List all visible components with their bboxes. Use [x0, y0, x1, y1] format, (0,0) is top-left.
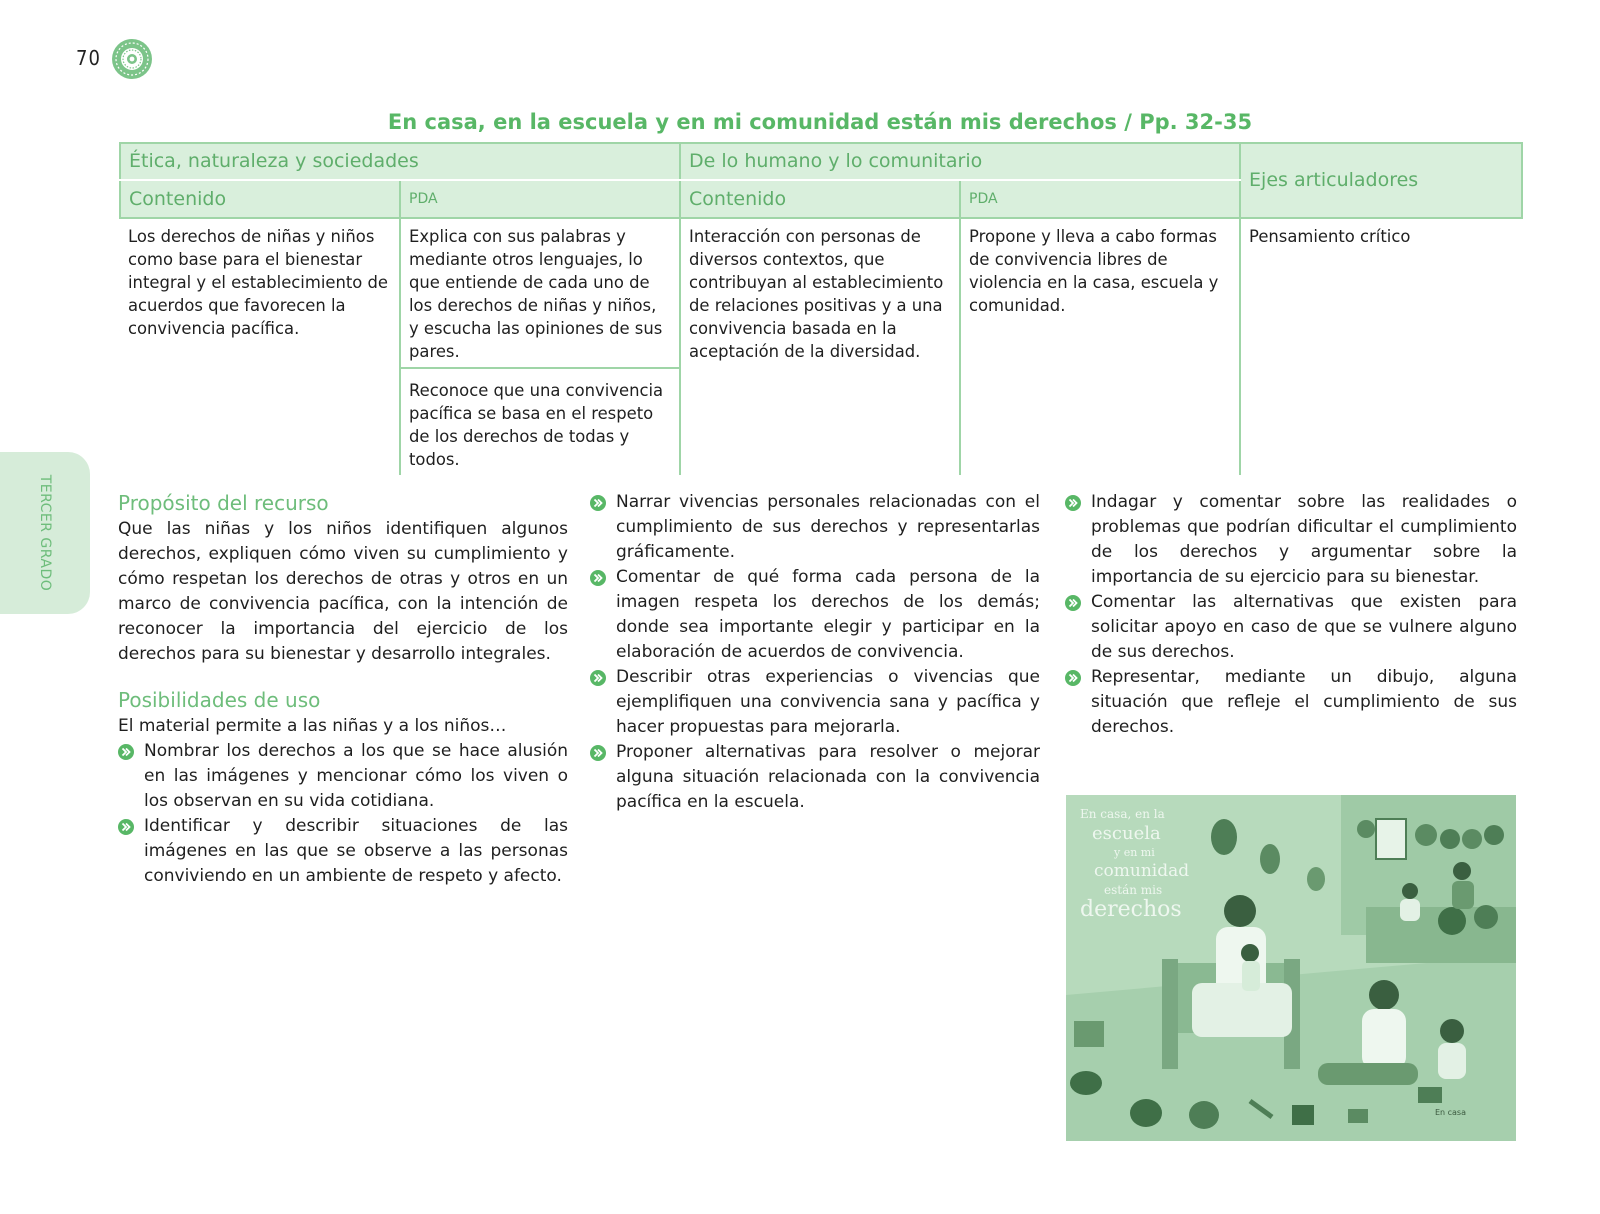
- ejes-header: Ejes articuladores: [1240, 143, 1522, 218]
- pda-header-1: PDA: [400, 180, 680, 218]
- pda-header-2: PDA: [960, 180, 1240, 218]
- illustration-title-line: escuela: [1092, 823, 1161, 844]
- contenido-header-1: Contenido: [120, 180, 400, 218]
- list-item-text: Narrar vivencias personales relacionadas con el cumplimiento de sus derechos y representarlas gráficamente.: [616, 492, 1040, 562]
- page-number: 70: [76, 46, 101, 70]
- illustration-title: [1080, 805, 1230, 922]
- list-item: [1065, 665, 1517, 740]
- chevron-bullet-icon: [118, 744, 134, 760]
- column-2: [590, 490, 1040, 815]
- list-item-text: Representar, mediante un dibujo, alguna situación que refleje el cumplimiento de sus derechos.: [1091, 667, 1517, 737]
- illustration-title-line: comunidad: [1094, 861, 1190, 881]
- rosette-icon: [111, 38, 153, 80]
- grade-side-tab-label: TERCER GRADO: [37, 474, 53, 592]
- pda-cell-1a: Explica con sus palabras y mediante otros lenguajes, lo que entiende de cada uno de los derechos de niñas y niños, y escucha las opiniones de sus pares.: [400, 218, 680, 368]
- chevron-bullet-icon: [1065, 495, 1081, 511]
- list-item: [1065, 490, 1517, 590]
- posibilidades-list-2: [590, 490, 1040, 815]
- contenido-header-2: Contenido: [680, 180, 960, 218]
- posibilidades-lead: El material permite a las niñas y a los niños…: [118, 716, 507, 736]
- illustration-title-line: En casa, en la: [1080, 807, 1165, 821]
- area-header-etica: Ética, naturaleza y sociedades: [120, 143, 680, 180]
- list-item-text: Describir otras experiencias o vivencias que ejemplifiquen una convivencia sana y pacífica y hacer propuestas para mejorarla.: [616, 667, 1040, 737]
- list-item-text: Comentar las alternativas que existen para solicitar apoyo en caso de que se vulnere alguno de sus derechos.: [1091, 592, 1517, 662]
- contenido-cell-2: Interacción con personas de diversos contextos, que contribuyan al establecimiento de relaciones positivas y a una convivencia basada en la aceptación de la diversidad.: [680, 218, 960, 475]
- list-item: [118, 814, 568, 889]
- curriculum-table: [119, 142, 1523, 475]
- illustration-caption: En casa: [1434, 1108, 1466, 1117]
- chevron-bullet-icon: [1065, 595, 1081, 611]
- list-item: [590, 490, 1040, 565]
- chevron-bullet-icon: [590, 670, 606, 686]
- posibilidades-heading: Posibilidades de uso: [118, 688, 321, 712]
- contenido-cell-1: Los derechos de niñas y niños como base para el bienestar integral y el establecimiento de acuerdos que favorecen la convivencia pacífica.: [120, 218, 400, 475]
- posibilidades-list-3: [1065, 490, 1517, 740]
- chevron-bullet-icon: [590, 570, 606, 586]
- proposito-text: Que las niñas y los niños identifiquen algunos derechos, expliquen cómo viven su cumplimiento y cómo respetan los derechos de otras y otros en un marco de convivencia pacífica, con la intención de reconocer la importancia del ejercicio de los derechos para su bienestar y desarrollo integrales.: [118, 519, 568, 664]
- illustration-title-line: están mis: [1104, 883, 1163, 897]
- pda-cell-2: Propone y lleva a cabo formas de convivencia libres de violencia en la casa, escuela y comunidad.: [960, 218, 1240, 475]
- list-item: [590, 565, 1040, 665]
- list-item-text: Identificar y describir situaciones de las imágenes en las que se observe a las personas conviviendo en un ambiente de respeto y afecto.: [144, 816, 568, 886]
- book-illustration: [1066, 795, 1516, 1141]
- pda-cell-1b: Reconoce que una convivencia pacífica se basa en el respeto de los derechos de todas y todos.: [400, 368, 680, 475]
- area-header-humano: De lo humano y lo comunitario: [680, 143, 1240, 180]
- chevron-bullet-icon: [1065, 670, 1081, 686]
- chevron-bullet-icon: [590, 495, 606, 511]
- list-item-text: Proponer alternativas para resolver o mejorar alguna situación relacionada con la convivencia pacífica en la escuela.: [616, 742, 1040, 812]
- column-3: [1065, 490, 1517, 740]
- column-1: [118, 490, 568, 889]
- list-item-text: Nombrar los derechos a los que se hace alusión en las imágenes y mencionar cómo los viven o los observan en su vida cotidiana.: [144, 741, 568, 811]
- grade-side-tab: [0, 452, 90, 614]
- list-item: [590, 740, 1040, 815]
- ejes-cell: Pensamiento crítico: [1240, 218, 1522, 475]
- list-item-text: Indagar y comentar sobre las realidades o problemas que podrían dificultar el cumplimiento de los derechos y argumentar sobre la importancia de su ejercicio para su bienestar.: [1091, 492, 1517, 587]
- proposito-heading: Propósito del recurso: [118, 491, 329, 515]
- chevron-bullet-icon: [118, 819, 134, 835]
- list-item-text: Comentar de qué forma cada persona de la imagen respeta los derechos de los demás; donde sea importante elegir y participar en la elaboración de acuerdos de convivencia.: [616, 567, 1040, 662]
- table-title: En casa, en la escuela y en mi comunidad están mis derechos / Pp. 32-35: [387, 110, 1253, 134]
- list-item: [1065, 590, 1517, 665]
- list-item: [590, 665, 1040, 740]
- illustration-title-line: derechos: [1080, 897, 1182, 922]
- list-item: [118, 739, 568, 814]
- illustration-title-line: y en mi: [1114, 846, 1155, 859]
- posibilidades-list-1: [118, 739, 568, 889]
- chevron-bullet-icon: [590, 745, 606, 761]
